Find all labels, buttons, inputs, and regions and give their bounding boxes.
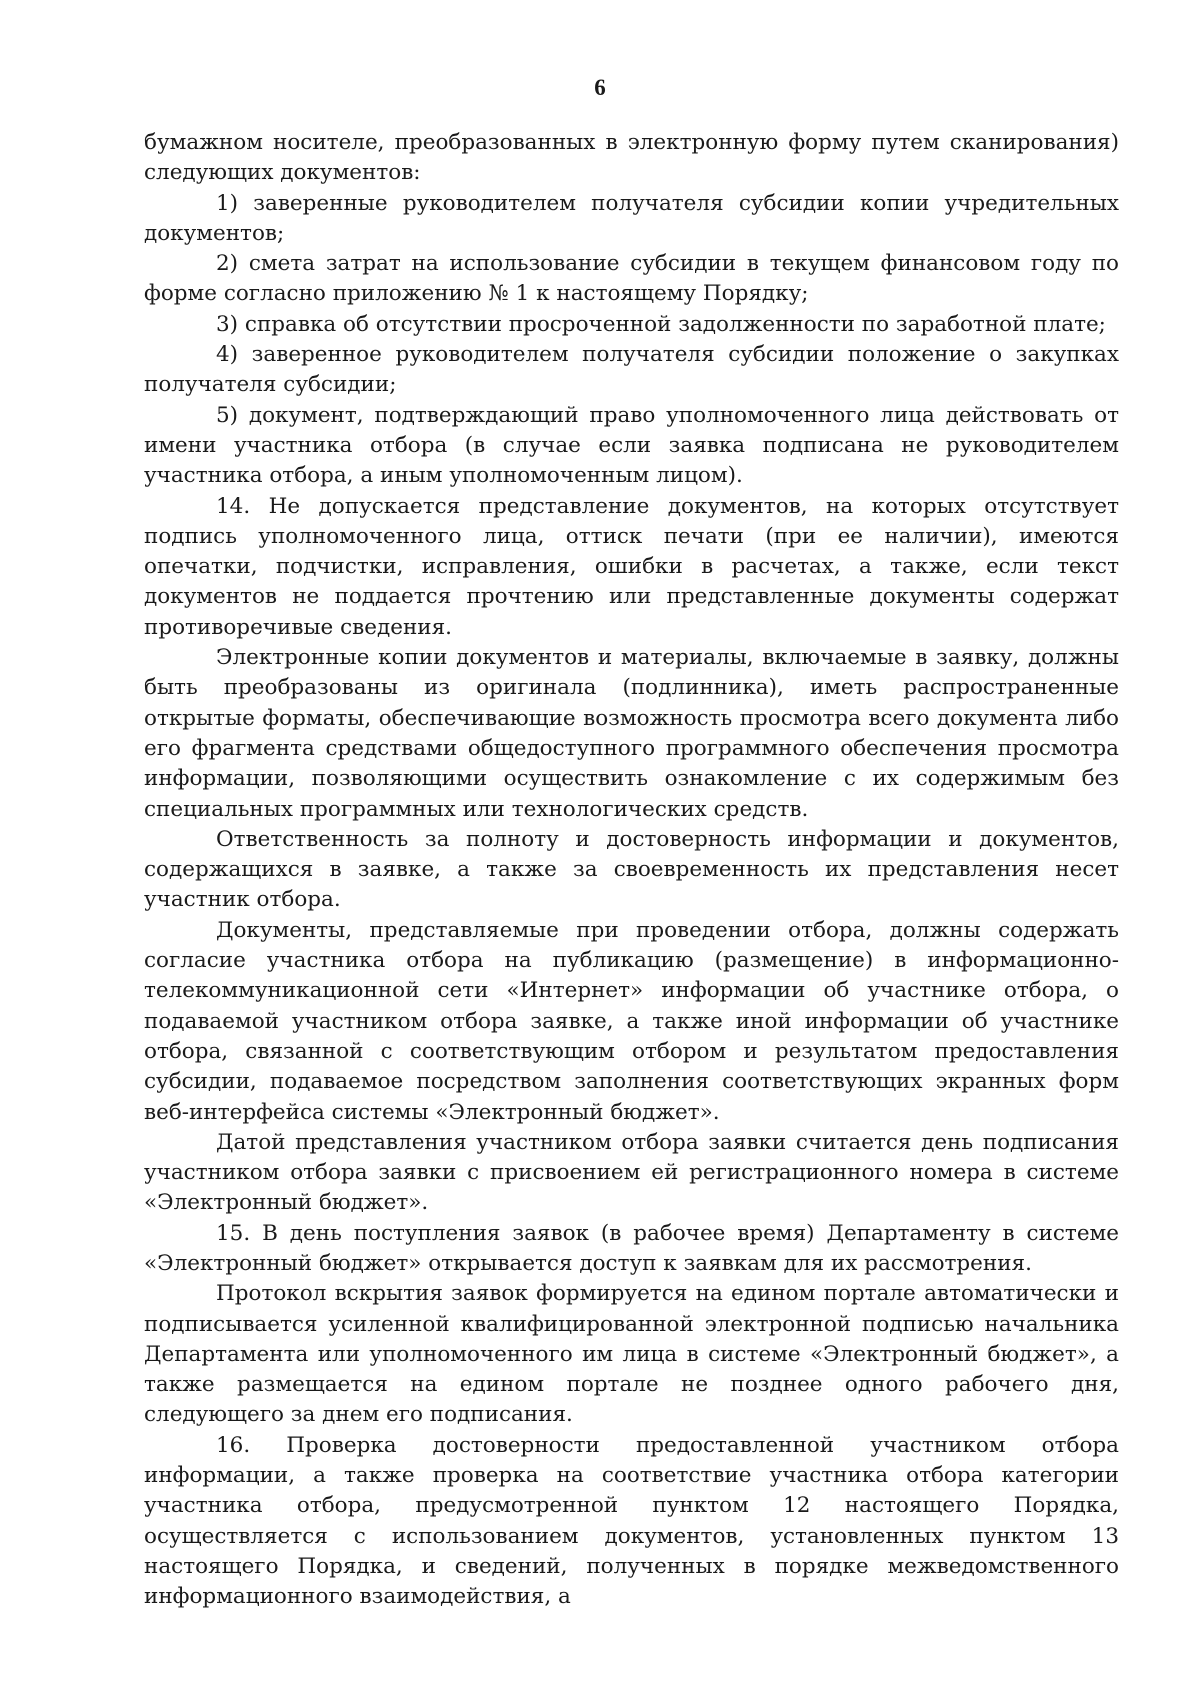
paragraph: 16. Проверка достоверности предоставленной участником отбора информации, а также проверка на соответствие участника отбора категории участника отбора, предусмотренной пунктом 12 настоящего Порядка, осуществляется с использованием документов, установленных пунктом 13 настоящего Порядка, и сведений, полученных в порядке межведомственного информационного взаимодействия, а [144,1432,1119,1610]
paragraph: Документы, представляемые при проведении отбора, должны содержать согласие участника отбора на публикацию (размещение) в информационно-телекоммуникационной сети «Интернет» информации об участнике отбора, о подаваемой участником отбора заявке, а также иной информации об участнике отбора, связанной с соответствующим отбором и результатом предоставления субсидии, подаваемое посредством заполнения соответствующих экранных форм веб-интерфейса системы «Электронный бюджет». [144,917,1119,1125]
paragraph: 3) справка об отсутствии просроченной задолженности по заработной плате; [216,311,1106,337]
paragraph: Протокол вскрытия заявок формируется на едином портале автоматически и подписывается усиленной квалифицированной электронной подписью начальника Департамента или уполномоченного им лица в системе «Электронный бюджет», а также размещается на едином портале не позднее одного рабочего дня, следующего за днем его подписания. [144,1281,1119,1428]
paragraph: 2) смета затрат на использование субсидии в текущем финансовом году по форме согласно приложению № 1 к настоящему Порядку; [144,251,1119,307]
paragraph: 14. Не допускается представление документов, на которых отсутствует подпись уполномоченного лица, оттиск печати (при ее наличии), имеются опечатки, подчистки, исправления, ошибки в расчетах, а также, если текст документов не поддается прочтению или представленные документы содержат противоречивые сведения. [144,493,1119,640]
document-body [144,128,1119,1613]
paragraph: Электронные копии документов и материалы, включаемые в заявку, должны быть преобразованы из оригинала (подлинника), иметь распространенные открытые форматы, обеспечивающие возможность просмотра всего документа либо его фрагмента средствами общедоступного программного обеспечения просмотра информации, позволяющими осуществить ознакомление с их содержимым без специальных программных или технологических средств. [144,645,1119,822]
paragraph: Датой представления участником отбора заявки считается день подписания участником отбора заявки с присвоением ей регистрационного номера в системе «Электронный бюджет». [144,1129,1119,1216]
paragraph: 15. В день поступления заявок (в рабочее время) Департаменту в системе «Электронный бюджет» открывается доступ к заявкам для их рассмотрения. [144,1220,1119,1276]
paragraph: 4) заверенное руководителем получателя субсидии положение о закупках получателя субсидии; [144,342,1119,398]
paragraph: бумажном носителе, преобразованных в электронную форму путем сканирования) следующих документов: [144,130,1119,186]
paragraph: 1) заверенные руководителем получателя субсидии копии учредительных документов; [144,190,1119,246]
paragraph: 5) документ, подтверждающий право уполномоченного лица действовать от имени участника отбора (в случае если заявка подписана не руководителем участника отбора, а иным уполномоченным лицом). [144,402,1119,489]
page-number: 6 [594,75,606,100]
paragraph: Ответственность за полноту и достоверность информации и документов, содержащихся в заявке, а также за своевременность их представления несет участник отбора. [144,826,1119,913]
